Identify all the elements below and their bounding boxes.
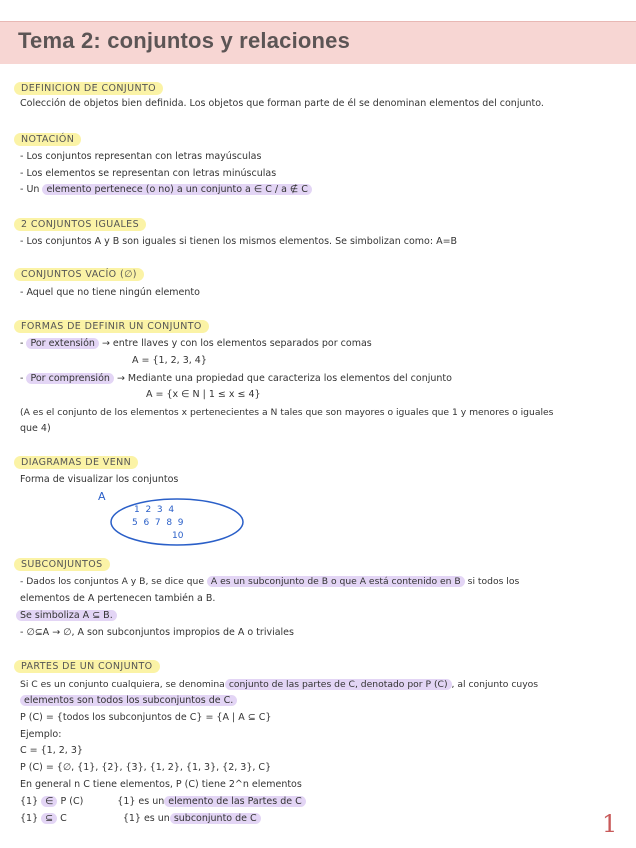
extension-equation: A = {1, 2, 3, 4} <box>132 355 207 366</box>
extension-dash: - <box>20 338 24 349</box>
heading-diagramas-venn: DIAGRAMAS DE VENN <box>14 456 138 469</box>
page-title: Tema 2: conjuntos y relaciones <box>18 28 351 53</box>
partes-highlight-1: conjunto de las partes de C, denotado por P (C) <box>225 679 452 690</box>
venn-row-3: 10 <box>172 531 184 541</box>
partes-l9-hl1: ⊆ <box>41 813 57 824</box>
partes-l8-hl2: elemento de las Partes de C <box>164 796 305 807</box>
venn-row-1: 1 2 3 4 <box>134 505 175 515</box>
definicion-text: Colección de objetos bien definida. Los objetos que forman parte de él se denominan elementos del conjunto. <box>20 98 544 109</box>
subconjuntos-line-1 <box>20 576 519 587</box>
partes-line-8 <box>20 796 306 807</box>
partes-line-6: P (C) = {∅, {1}, {2}, {3}, {1, 2}, {1, 3}, {2, 3}, C} <box>20 762 272 773</box>
extension-line <box>20 338 372 349</box>
partes-l9-hl2: subconjunto de C <box>170 813 261 824</box>
notacion-line-1: - Los conjuntos representan con letras mayúsculas <box>20 151 262 162</box>
notacion-line-3-pre: - Un <box>20 184 43 195</box>
partes-l8-hl1: ∈ <box>41 796 57 807</box>
partes-line-7: En general n C tiene elementos, P (C) tiene 2^n elementos <box>20 779 302 790</box>
notacion-line-3 <box>20 184 312 195</box>
partes-l9-a: {1} <box>20 813 39 824</box>
iguales-text: - Los conjuntos A y B son iguales si tienen los mismos elementos. Se simbolizan como: A=B <box>20 236 458 247</box>
partes-l8-c: {1} es un <box>117 796 165 807</box>
notacion-highlight: elemento pertenece (o no) a un conjunto a ∈ C / a ∉ C <box>42 184 311 195</box>
partes-line-9 <box>20 813 261 824</box>
comprension-equation: A = {x ∈ N | 1 ≤ x ≤ 4} <box>146 389 261 400</box>
comprension-highlight: Por comprensión <box>26 373 113 384</box>
partes-line-4: Ejemplo: <box>20 729 62 740</box>
subconjuntos-highlight: A es un subconjunto de B o que A está contenido en B <box>207 576 465 587</box>
subconjuntos-post: si todos los <box>467 576 520 587</box>
subconjuntos-symbol-highlight: Se simboliza A ⊆ B. <box>16 610 117 621</box>
venn-label: A <box>98 490 106 503</box>
notacion-line-2: - Los elementos se representan con letras minúsculas <box>20 168 277 179</box>
partes-l8-b: P (C) <box>60 796 84 807</box>
heading-conjunto-vacio: CONJUNTOS VACÍO (∅) <box>14 268 144 281</box>
partes-line-1 <box>20 679 538 690</box>
partes-pre: Si C es un conjunto cualquiera, se denomina <box>20 679 225 690</box>
heading-conjuntos-iguales: 2 CONJUNTOS IGUALES <box>14 218 146 231</box>
extension-rest: → entre llaves y con los elementos separados por comas <box>101 338 372 349</box>
comprension-line <box>20 373 452 384</box>
extension-highlight: Por extensión <box>26 338 98 349</box>
partes-line-2 <box>20 695 237 706</box>
partes-highlight-2: elementos son todos los subconjuntos de C. <box>20 695 237 706</box>
venn-row-2: 5 6 7 8 9 <box>132 518 184 528</box>
subconjuntos-line-2: elementos de A pertenecen también a B. <box>20 593 216 604</box>
subconjuntos-pre: - Dados los conjuntos A y B, se dice que <box>20 576 204 587</box>
partes-post: , al conjunto cuyos <box>451 679 539 690</box>
heading-definicion: DEFINICION DE CONJUNTO <box>14 82 163 95</box>
partes-line-5: C = {1, 2, 3} <box>20 745 83 756</box>
subconjuntos-line-3 <box>16 610 117 621</box>
subconjuntos-line-4: - ∅⊆A → ∅, A son subconjuntos impropios de A o triviales <box>20 627 294 638</box>
comprension-rest: → Mediante una propiedad que caracteriza los elementos del conjunto <box>116 373 452 384</box>
heading-partes-conjunto: PARTES DE UN CONJUNTO <box>14 660 160 673</box>
partes-l9-b: C <box>60 813 67 824</box>
partes-l8-a: {1} <box>20 796 39 807</box>
heading-notacion: NOTACIÓN <box>14 133 81 146</box>
venn-diagram <box>92 488 262 550</box>
venn-text: Forma de visualizar los conjuntos <box>20 474 179 485</box>
partes-line-3: P (C) = {todos los subconjuntos de C} = {A | A ⊆ C} <box>20 712 272 723</box>
heading-subconjuntos: SUBCONJUNTOS <box>14 558 110 571</box>
partes-l9-c: {1} es un <box>122 813 170 824</box>
heading-formas-definir: FORMAS DE DEFINIR UN CONJUNTO <box>14 320 209 333</box>
comprension-explanation-1: (A es el conjunto de los elementos x pertenecientes a N tales que son mayores o iguales que 1 y menores o iguales <box>20 407 554 418</box>
page-number: 1 <box>602 810 618 838</box>
comprension-dash: - <box>20 373 24 384</box>
vacio-text: - Aquel que no tiene ningún elemento <box>20 287 200 298</box>
comprension-explanation-2: que 4) <box>20 423 51 434</box>
